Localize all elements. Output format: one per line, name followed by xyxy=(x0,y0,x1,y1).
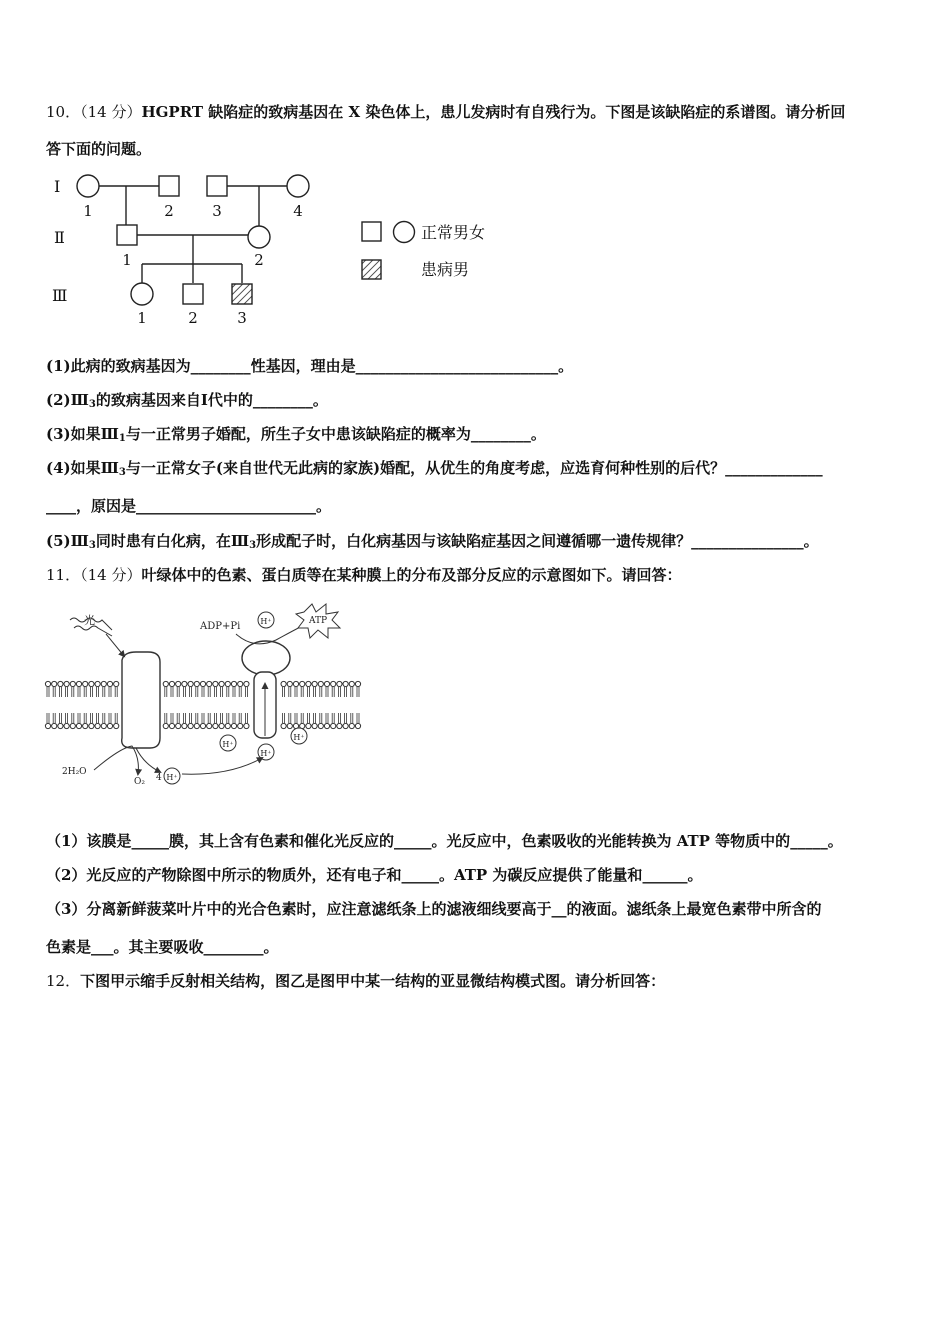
q11-sub3: （3）分离新鲜菠菜叶片中的光合色素时，应注意滤纸条上的滤液细线要高于__的液面。滤纸条上最宽色素带中所含的 xyxy=(46,900,822,918)
legend-affected-male-icon xyxy=(362,260,381,279)
lipid-head-bottom xyxy=(207,713,212,729)
membrane-diagram xyxy=(40,598,370,798)
h-ion-top-label: H⁺ xyxy=(260,617,272,626)
lipid-head-top xyxy=(58,681,63,697)
svg-text:H⁺: H⁺ xyxy=(166,773,178,782)
lipid-head-bottom xyxy=(312,713,317,729)
gen2-num-2: 2 xyxy=(254,251,264,269)
lipid-head-bottom xyxy=(318,713,323,729)
lipid-head-top xyxy=(312,681,317,697)
lipid-head-top xyxy=(52,681,57,697)
gen-label-1: Ⅰ xyxy=(54,177,61,196)
lipid-head-bottom xyxy=(176,713,181,729)
q10-sub3: (3)如果$Ⅲ_1$与一正常男子婚配，所生子女中患该缺陷症的概率为________。 xyxy=(46,425,546,444)
lipid-head-top xyxy=(194,681,199,697)
lipid-head-top xyxy=(331,681,336,697)
q10-intro-text: HGPRT 缺陷症的致病基因在 X 染色体上，患儿发病时有自残行为。下图是该缺陷症的系谱图。请分析回 xyxy=(141,103,846,121)
lipid-head-bottom xyxy=(52,713,57,729)
lipid-head-top xyxy=(95,681,100,697)
light-label: 光 xyxy=(84,614,95,627)
svg-text:H⁺: H⁺ xyxy=(293,733,305,742)
lipid-head-top xyxy=(169,681,174,697)
answer-blank[interactable]: _____ xyxy=(131,832,169,850)
lipid-head-top xyxy=(318,681,323,697)
lipid-head-top xyxy=(200,681,205,697)
lipid-head-bottom xyxy=(331,713,336,729)
answer-blank[interactable]: _____ xyxy=(790,832,828,850)
lipid-head-bottom xyxy=(114,713,119,729)
gen1-male-2 xyxy=(159,176,179,196)
lipid-head-top xyxy=(163,681,168,697)
answer-blank[interactable]: ________ xyxy=(470,425,531,443)
gen3-affected-male-3 xyxy=(232,284,252,304)
lipid-head-bottom xyxy=(95,713,100,729)
gen3-num-1: 1 xyxy=(137,309,147,327)
answer-blank[interactable]: __ xyxy=(551,900,567,918)
lipid-head-top xyxy=(101,681,106,697)
q10-intro xyxy=(46,102,845,122)
q11-score: （14 分） xyxy=(80,566,142,584)
gen-label-2: Ⅱ xyxy=(54,228,65,247)
q10-score: （14 分） xyxy=(80,103,142,121)
legend-normal-female-icon xyxy=(394,222,415,243)
q12-intro xyxy=(46,971,665,991)
gen1-male-3 xyxy=(207,176,227,196)
four-label: 4 xyxy=(156,773,162,783)
lipid-head-top xyxy=(182,681,187,697)
lipid-head-top xyxy=(207,681,212,697)
gen1-num-1: 1 xyxy=(83,202,93,220)
q10-sub2: $(2)Ⅲ_3$的致病基因来自Ⅰ代中的________。 xyxy=(46,391,328,410)
lipid-head-bottom xyxy=(324,713,329,729)
gen3-num-3: 3 xyxy=(237,309,247,327)
lipid-head-bottom xyxy=(293,713,298,729)
gen1-num-2: 2 xyxy=(164,202,174,220)
gen3-num-2: 2 xyxy=(188,309,198,327)
lipid-head-bottom xyxy=(300,713,305,729)
lipid-head-top xyxy=(244,681,249,697)
q10-sub1: (1)此病的致病基因为________性基因，理由是___________________________。 xyxy=(46,357,574,375)
lipid-head-top xyxy=(114,681,119,697)
q11-sub2: （2）光反应的产物除图中所示的物质外，还有电子和_____。ATP 为碳反应提供了能量和______。 xyxy=(46,866,703,884)
lipid-head-top xyxy=(231,681,236,697)
q10-sub4: (4)如果$Ⅲ_3$与一正常女子(来自世代无此病的家族)婚配，从优生的角度考虑，应选育何种性别的后代？_____________ xyxy=(46,459,823,478)
gen1-female-4 xyxy=(287,175,309,197)
lipid-head-bottom xyxy=(83,713,88,729)
gen2-male-1 xyxy=(117,225,137,245)
lipid-head-top xyxy=(219,681,224,697)
lipid-head-top xyxy=(107,681,112,697)
lipid-head-bottom xyxy=(45,713,50,729)
lipid-head-top xyxy=(337,681,342,697)
water-label: 2H₂O xyxy=(62,767,87,777)
lipid-head-bottom xyxy=(225,713,230,729)
legend-normal-male-icon xyxy=(362,222,381,241)
photosystem-protein xyxy=(122,652,160,748)
q11-intro-text: 叶绿体中的色素、蛋白质等在某种膜上的分布及部分反应的示意图如下。请回答： xyxy=(141,566,682,584)
lipid-head-bottom xyxy=(287,713,292,729)
lipid-head-bottom xyxy=(169,713,174,729)
atp-label: ATP xyxy=(308,616,328,626)
lipid-head-top xyxy=(324,681,329,697)
lipid-head-bottom xyxy=(219,713,224,729)
q11-sub3-cont: 色素是___。其主要吸收________。 xyxy=(46,938,279,956)
lipid-head-top xyxy=(355,681,360,697)
q10-sub5: $(5)Ⅲ_3$同时患有白化病，在$Ⅲ_3$形成配子时，白化病基因与该缺陷症基因之间遵循哪一遗传规律？_______________。 xyxy=(46,532,819,551)
q10-sub4-cont: ____，原因是________________________。 xyxy=(46,497,332,515)
lipid-head-top xyxy=(89,681,94,697)
lipid-head-bottom xyxy=(349,713,354,729)
lipid-head-top xyxy=(83,681,88,697)
lipid-head-bottom xyxy=(194,713,199,729)
q12-number: 12． xyxy=(46,972,81,990)
answer-blank[interactable]: ____ xyxy=(46,497,76,515)
lipid-head-top xyxy=(225,681,230,697)
lipid-head-top xyxy=(281,681,286,697)
lipid-head-bottom xyxy=(213,713,218,729)
answer-blank[interactable]: ________ xyxy=(252,391,313,409)
answer-blank[interactable]: _____ xyxy=(401,866,439,884)
gen1-num-3: 3 xyxy=(212,202,222,220)
lipid-head-bottom xyxy=(306,713,311,729)
lipid-head-top xyxy=(293,681,298,697)
gen2-female-2 xyxy=(248,226,270,248)
lipid-head-bottom xyxy=(163,713,168,729)
lipid-head-top xyxy=(238,681,243,697)
lipid-head-bottom xyxy=(200,713,205,729)
answer-blank[interactable]: ___ xyxy=(91,938,114,956)
lipid-head-bottom xyxy=(343,713,348,729)
o2-label: O₂ xyxy=(134,777,145,787)
lipid-head-top xyxy=(306,681,311,697)
svg-text:H⁺: H⁺ xyxy=(222,740,234,749)
gen1-num-4: 4 xyxy=(293,202,303,220)
gen3-female-1 xyxy=(131,283,153,305)
q12-intro-text: 下图甲示缩手反射相关结构，图乙是图甲中某一结构的亚显微结构模式图。请分析回答： xyxy=(80,972,666,990)
gen1-female-1 xyxy=(77,175,99,197)
q10-number: 10． xyxy=(46,103,81,121)
lipid-head-bottom xyxy=(231,713,236,729)
gen2-num-1: 1 xyxy=(122,251,132,269)
adp-pi-label: ADP+Pi xyxy=(200,621,241,632)
pedigree-chart xyxy=(40,168,520,338)
lipid-head-bottom xyxy=(76,713,81,729)
lipid-head-bottom xyxy=(107,713,112,729)
lipid-head-bottom xyxy=(89,713,94,729)
legend-normal-label: 正常男女 xyxy=(421,223,486,242)
lipid-head-bottom xyxy=(58,713,63,729)
lipid-head-bottom xyxy=(188,713,193,729)
svg-text:H⁺: H⁺ xyxy=(260,749,272,758)
lipid-head-bottom xyxy=(70,713,75,729)
lipid-head-bottom xyxy=(182,713,187,729)
lipid-head-top xyxy=(70,681,75,697)
q10-intro-cont: 答下面的问题。 xyxy=(46,140,152,158)
lipid-head-bottom xyxy=(281,713,286,729)
lipid-head-top xyxy=(64,681,69,697)
lipid-head-bottom xyxy=(101,713,106,729)
answer-blank[interactable]: _____ xyxy=(393,832,432,850)
q11-sub1: （1）该膜是_____膜，其上含有色素和催化光反应的_____。光反应中，色素吸收的光能转换为 ATP 等物质中的_____。 xyxy=(46,832,843,850)
lipid-head-top xyxy=(213,681,218,697)
gen3-male-2 xyxy=(183,284,203,304)
answer-blank[interactable]: ________________________ xyxy=(136,497,317,515)
lipid-head-bottom xyxy=(355,713,360,729)
q11-intro xyxy=(46,565,681,585)
lipid-head-top xyxy=(343,681,348,697)
lipid-head-top xyxy=(45,681,50,697)
lipid-head-top xyxy=(300,681,305,697)
legend-affected-label: 患病男 xyxy=(421,260,470,279)
lipid-head-top xyxy=(188,681,193,697)
lipid-head-top xyxy=(349,681,354,697)
answer-blank[interactable]: _____________ xyxy=(725,459,823,477)
lipid-head-top xyxy=(287,681,292,697)
lipid-head-bottom xyxy=(64,713,69,729)
atp-synthase-head xyxy=(242,641,290,675)
gen-label-3: Ⅲ xyxy=(52,286,68,305)
lipid-head-top xyxy=(176,681,181,697)
answer-blank[interactable]: ___________________________ xyxy=(355,357,559,375)
lipid-head-top xyxy=(76,681,81,697)
answer-blank[interactable]: ______ xyxy=(642,866,688,884)
answer-blank[interactable]: ________ xyxy=(190,357,251,375)
answer-blank[interactable]: ________ xyxy=(203,938,264,956)
lipid-head-bottom xyxy=(244,713,249,729)
answer-blank[interactable]: _______________ xyxy=(691,532,804,550)
lipid-head-bottom xyxy=(238,713,243,729)
lipid-head-bottom xyxy=(337,713,342,729)
q11-number: 11． xyxy=(46,566,81,584)
